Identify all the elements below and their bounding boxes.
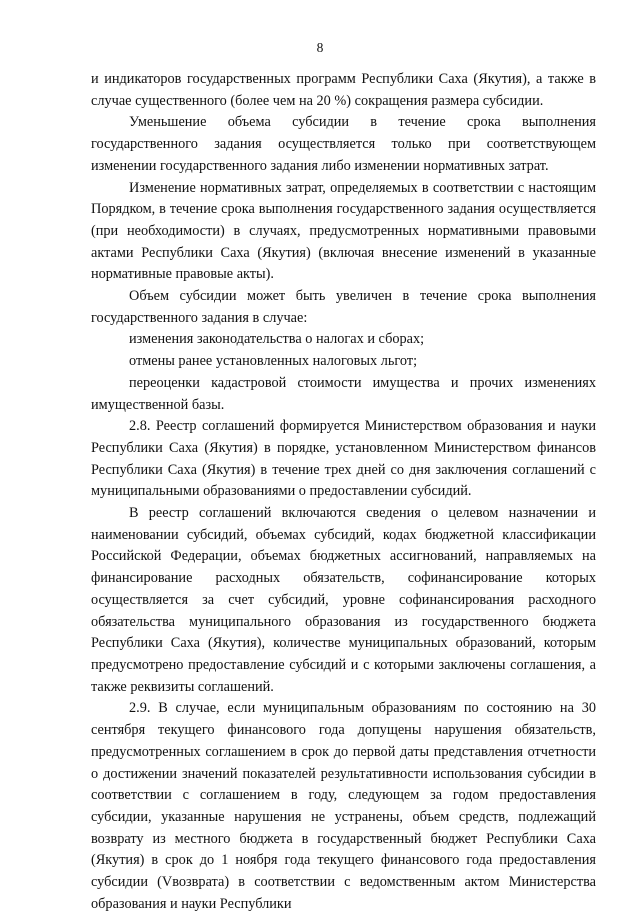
paragraph: Изменение нормативных затрат, определяемых в соответствии с настоящим Порядком, в течение срока выполнения государственного задания осуществляется (при необходимости) в случаях, предусмотренных нормативными правовыми актами Республики Саха (Якутия) (включая внесение изменений в указанные нормативные правовые акты).	[91, 179, 596, 283]
paragraph: Объем субсидии может быть увеличен в течение срока выполнения государственного задания в случае:	[91, 288, 596, 326]
paragraph-continuation: и индикаторов государственных программ Республики Саха (Якутия), а также в случае существенного (более чем на 20 %) сокращения размера субсидии.	[91, 71, 596, 109]
paragraph: Уменьшение объема субсидии в течение срока выполнения государственного задания осуществляется только при соответствующем изменении государственного задания либо изменении нормативных затрат.	[91, 114, 596, 174]
list-item: отмены ранее установленных налоговых льгот;	[129, 353, 418, 370]
paragraph: В реестр соглашений включаются сведения о целевом назначении и наименовании субсидий, объемах субсидий, кодах бюджетной классификации Российской Федерации, объемах бюджетных ассигнований, направляемых на финансирование расходных обязательств, софинансирование которых осуществляется за счет субсидий, уровне софинансирования расходного обязательства муниципального образования из государственного бюджета Республики Саха (Якутия), количестве муниципальных образований, которым предусмотрено предоставление субсидий и с которыми заключены соглашения, а также реквизиты соглашений.	[91, 505, 596, 695]
list-item: изменения законодательства о налогах и сборах;	[129, 331, 425, 348]
paragraph-section-2-8: 2.8. Реестр соглашений формируется Министерством образования и науки Республики Саха (Якутия) в порядке, установленном Министерством финансов Республики Саха (Якутия) в течение трех дней со дня заключения соглашений с муниципальными образованиями о предоставлении субсидий.	[91, 418, 596, 500]
document-body	[91, 69, 596, 915]
paragraph-section-2-9: 2.9. В случае, если муниципальным образованиям по состоянию на 30 сентября текущего финансового года допущены нарушения обязательств, предусмотренных соглашением в срок до первой даты представления отчетности о достижении значений показателей результативности использования субсидии в соответствии с соглашением в году, следующем за годом предоставления субсидии, указанные нарушения не устранены, объем средств, подлежащий возврату из местного бюджета в государственный бюджет Республики Саха (Якутия) в срок до 1 ноября года текущего финансового года предоставления субсидии (Vвозврата) в соответствии с ведомственным актом Министерства образования и науки Республики	[91, 700, 596, 912]
list-item: переоценки кадастровой стоимости имущества и прочих изменениях имущественной базы.	[91, 374, 596, 413]
page-number: 8	[316, 40, 324, 55]
